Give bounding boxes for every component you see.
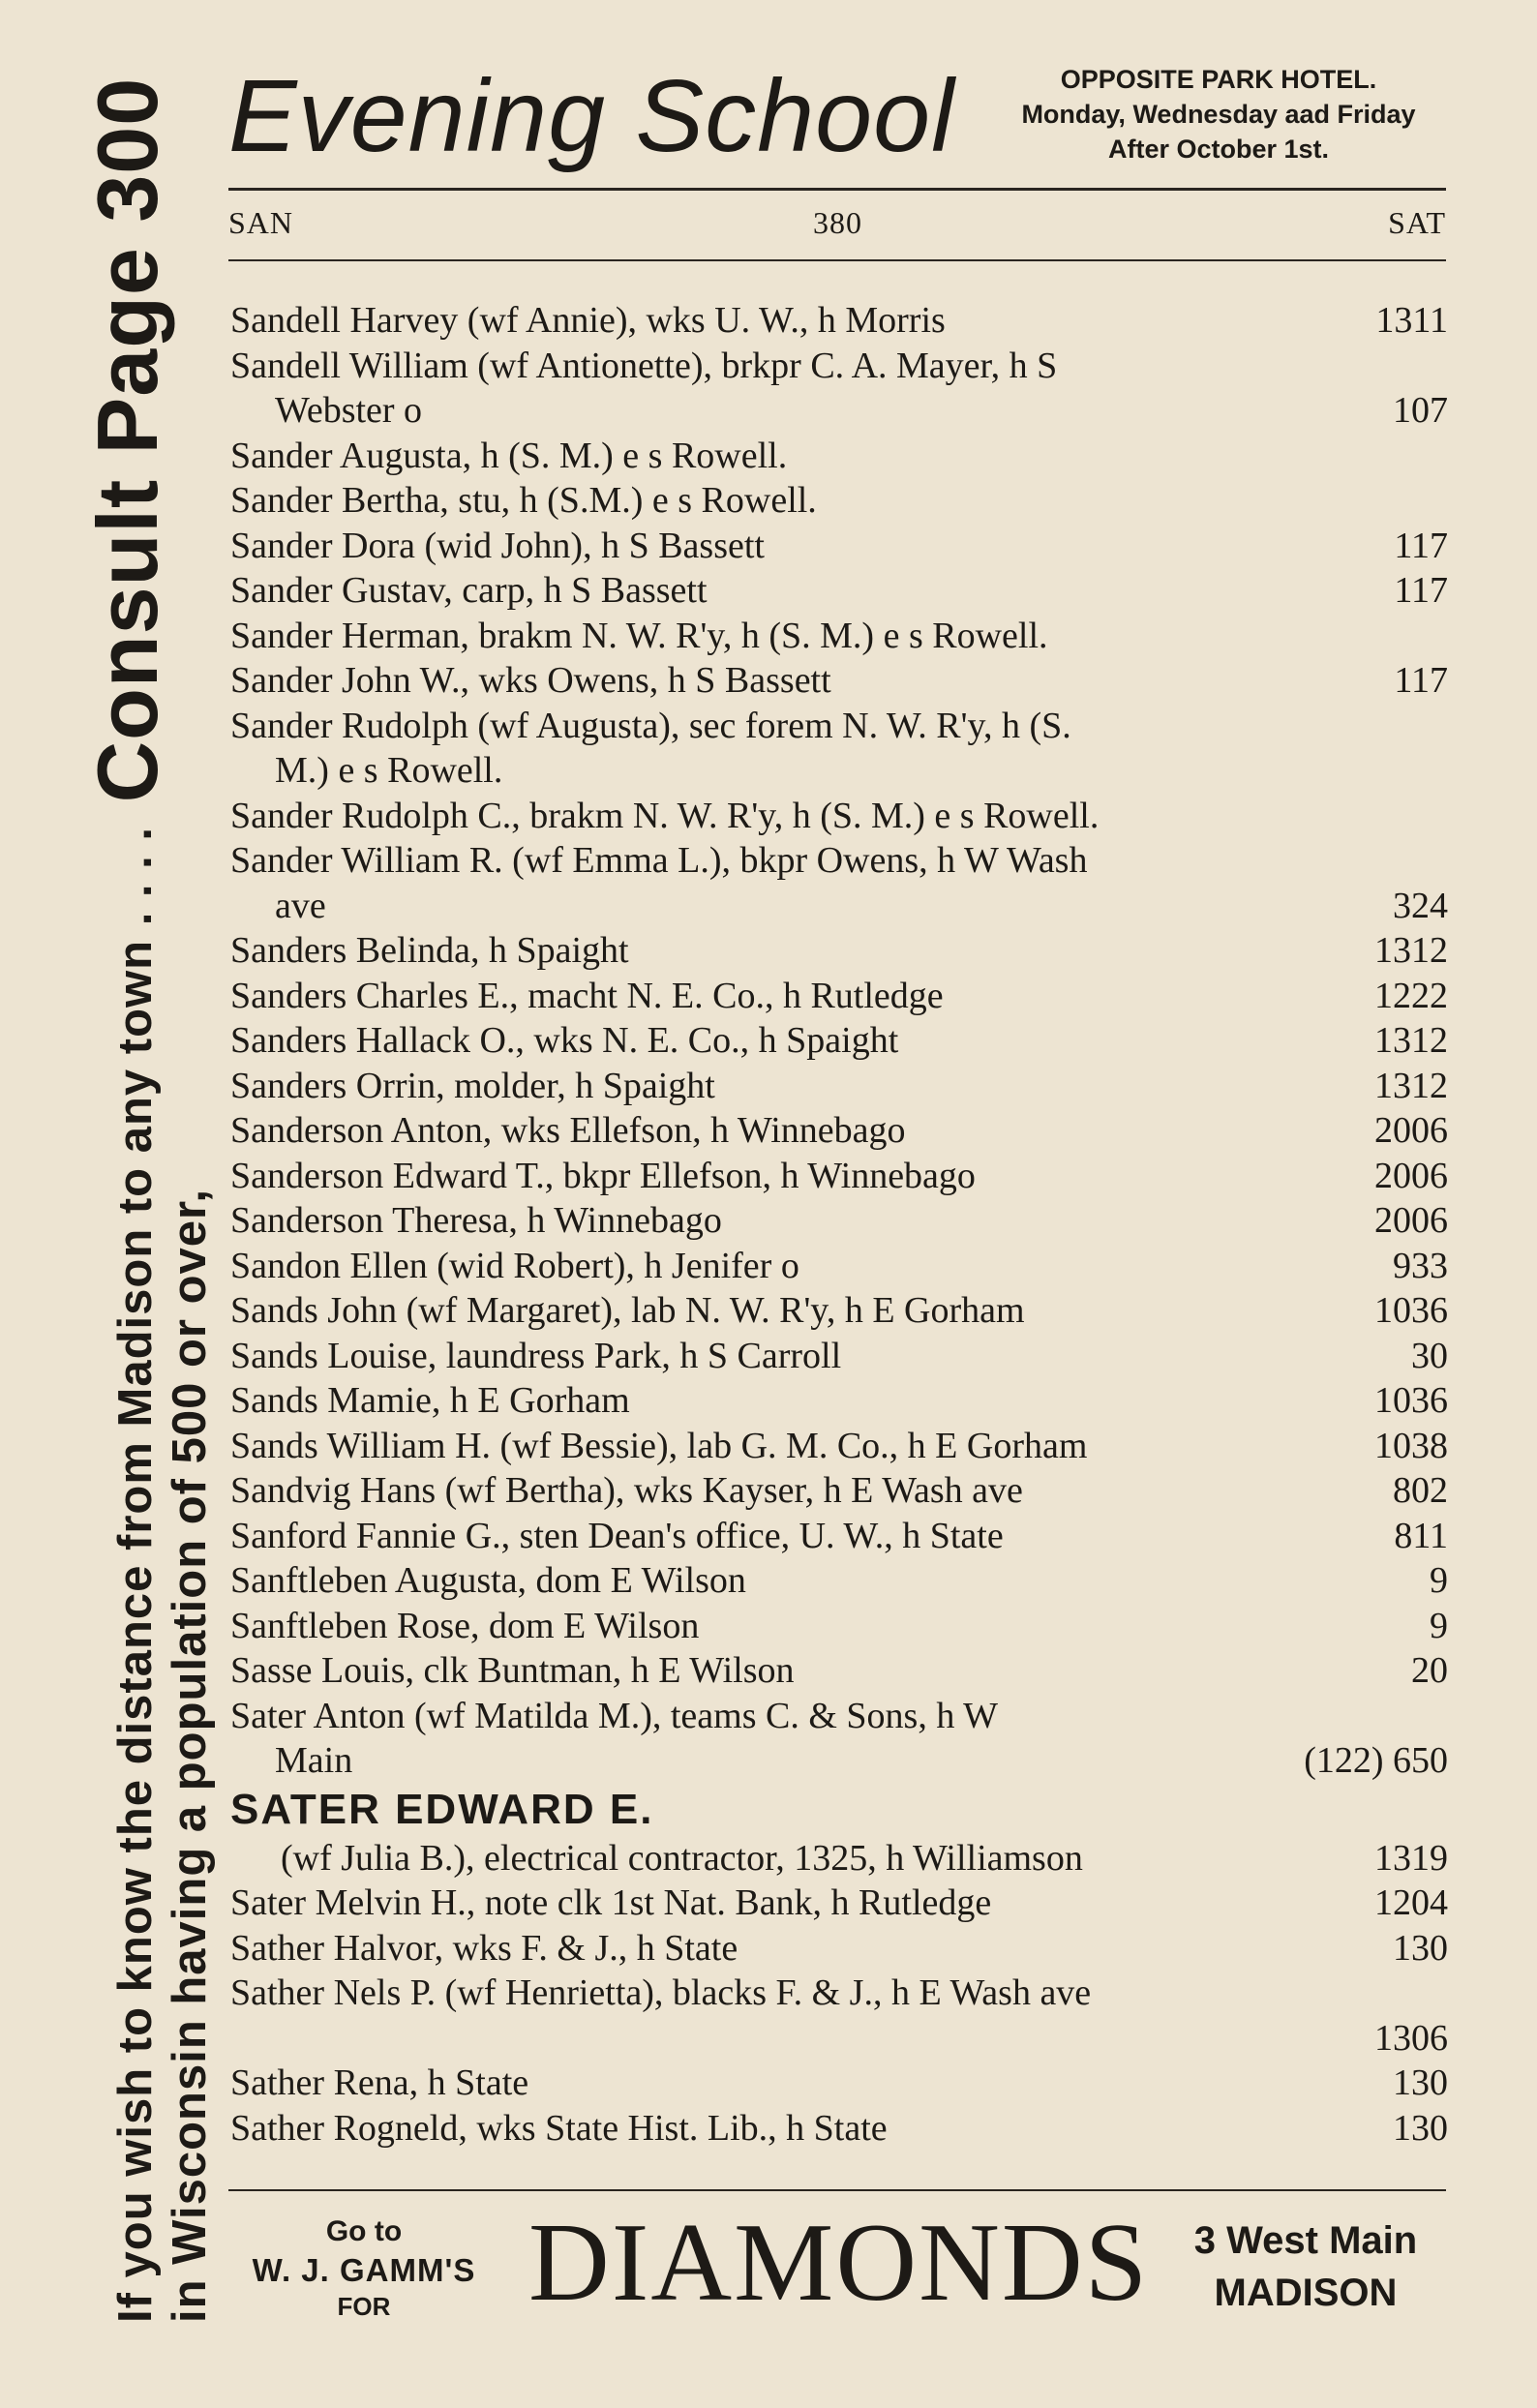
footer-ad-address	[1165, 2214, 1446, 2319]
entry-house-number: 117	[1394, 570, 1448, 611]
listing-entry	[230, 1648, 1448, 1694]
side-ad-dots: . . . .	[109, 827, 162, 926]
entry-house-number: 2006	[1374, 1155, 1448, 1196]
entry-house-number: 2006	[1374, 1200, 1448, 1241]
side-advertisement	[0, 0, 223, 2408]
header-ad-title: Evening School	[228, 59, 955, 173]
entry-house-number: 1036	[1374, 1380, 1448, 1421]
entry-house-number: 811	[1394, 1515, 1448, 1556]
entry-text: Sater Anton (wf Matilda M.), teams C. & Sons, h W	[230, 1695, 999, 1736]
footer-ad-name: W. J. GAMM'S	[252, 2252, 476, 2288]
entry-house-number: 1222	[1374, 975, 1448, 1016]
footer-rule	[228, 2189, 1446, 2191]
listing-entry	[230, 928, 1448, 974]
entry-text: Sasse Louis, clk Buntman, h E Wilson	[230, 1650, 795, 1691]
entry-house-number: 117	[1394, 660, 1448, 701]
running-head-rule	[228, 259, 1446, 261]
entry-text: Sanders Belinda, h Spaight	[230, 930, 629, 971]
side-advertisement-text	[79, 58, 221, 2323]
listing-entry	[230, 1971, 1448, 2061]
entry-text: Sander Dora (wid John), h S Bassett	[230, 525, 765, 566]
running-head-left: SAN	[228, 205, 294, 240]
entry-house-number: (122) 650	[1304, 1740, 1448, 1781]
side-ad-line1-text: If you wish to know the distance from Madison to any town	[109, 939, 162, 2323]
header-ad-details	[991, 62, 1446, 166]
entry-house-number: 802	[1393, 1470, 1448, 1511]
listing-entry	[230, 794, 1448, 839]
listing-entry	[230, 1244, 1448, 1289]
entry-house-number: 1038	[1374, 1425, 1448, 1466]
page-number: 380	[813, 205, 862, 240]
entry-house-number: 130	[1393, 1927, 1448, 1969]
entry-house-number: 1312	[1374, 930, 1448, 971]
entry-continuation: Webster o	[275, 390, 423, 431]
listing-entry	[230, 1558, 1448, 1604]
entry-text: Sanders Charles E., macht N. E. Co., h Rutledge	[230, 975, 944, 1016]
listing-entry	[230, 1378, 1448, 1424]
entry-text: Sanford Fannie G., sten Dean's office, U. W., h State	[230, 1515, 1004, 1556]
listing-entry	[230, 524, 1448, 569]
entry-house-number: 9	[1430, 1605, 1448, 1646]
entry-continuation: ave	[275, 885, 326, 926]
running-head-right: SAT	[1388, 205, 1446, 240]
entry-text: Sather Halvor, wks F. & J., h State	[230, 1927, 738, 1969]
listing-entry	[230, 1154, 1448, 1199]
listing-entry	[230, 614, 1448, 659]
entry-text: Sands Mamie, h E Gorham	[230, 1380, 630, 1421]
entry-text: (wf Julia B.), electrical contractor, 1325, h Williamson	[281, 1837, 1083, 1879]
listing-entry	[230, 1468, 1448, 1514]
footer-ad-diamonds: DIAMONDS	[528, 2201, 1150, 2325]
entry-text: Sanftleben Augusta, dom E Wilson	[230, 1560, 746, 1601]
listing-entry	[230, 1108, 1448, 1154]
entry-text: Sands John (wf Margaret), lab N. W. R'y, h E Gorham	[230, 1290, 1025, 1331]
footer-ad-city: MADISON	[1214, 2272, 1398, 2314]
entry-text: Sander John W., wks Owens, h S Bassett	[230, 660, 831, 701]
footer-ad-street: 3 West Main	[1193, 2219, 1418, 2262]
side-ad-consult-page: Consult Page 300	[79, 76, 175, 803]
footer-ad-go-to: Go to	[325, 2215, 403, 2247]
listing-entry	[230, 568, 1448, 614]
entry-text: Sandvig Hans (wf Bertha), wks Kayser, h E Wash ave	[230, 1470, 1023, 1511]
listing-entry	[230, 1694, 1448, 1784]
listing-entry	[230, 1288, 1448, 1334]
listing-entry	[230, 434, 1448, 479]
entry-house-number: 130	[1393, 2107, 1448, 2149]
header-ad-line-1: OPPOSITE PARK HOTEL.	[1060, 65, 1377, 94]
entry-text: Sather Rena, h State	[230, 2062, 529, 2103]
entry-house-number: 1312	[1374, 1020, 1448, 1061]
footer-ad-for: FOR	[337, 2292, 391, 2321]
entry-house-number: 30	[1411, 1335, 1448, 1376]
running-head	[228, 205, 1446, 244]
listing-entry	[230, 1064, 1448, 1109]
entry-house-number: 1319	[1374, 1837, 1448, 1879]
entry-text: Sather Nels P. (wf Henrietta), blacks F. & J., h E Wash ave	[230, 1972, 1092, 2013]
listing-entry	[230, 478, 1448, 524]
listing-entry	[230, 2061, 1448, 2106]
entry-text: Sanderson Edward T., bkpr Ellefson, h Winnebago	[230, 1155, 976, 1196]
header-advertisement	[225, 46, 1446, 182]
listing-heading	[230, 1784, 1448, 1836]
side-ad-line-2: in Wisconsin having a population of 500 or over,	[164, 1188, 216, 2323]
header-rule	[228, 188, 1446, 191]
entry-house-number: 1311	[1375, 300, 1448, 341]
entry-house-number: 1312	[1374, 1065, 1448, 1106]
entry-continuation: Main	[275, 1740, 353, 1781]
listing-entry	[230, 298, 1448, 344]
listing-entry	[230, 974, 1448, 1019]
listing-entry	[230, 838, 1448, 928]
entry-text: Sander Bertha, stu, h (S.M.) e s Rowell.	[230, 480, 817, 521]
entry-house-number: 107	[1393, 390, 1448, 431]
listing-entry	[230, 1836, 1448, 1881]
header-ad-line-3: After October 1st.	[1107, 135, 1330, 164]
entry-continuation: M.) e s Rowell.	[275, 750, 503, 791]
entry-text: Sander William R. (wf Emma L.), bkpr Owens, h W Wash	[230, 840, 1088, 881]
entry-text: Sanftleben Rose, dom E Wilson	[230, 1605, 700, 1646]
entry-text: Sanders Orrin, molder, h Spaight	[230, 1065, 715, 1106]
entry-text: Sander Rudolph (wf Augusta), sec forem N. W. R'y, h (S.	[230, 705, 1071, 746]
entry-text: Sandell Harvey (wf Annie), wks U. W., h Morris	[230, 300, 946, 341]
entry-house-number: 1036	[1374, 1290, 1448, 1331]
entry-text: Sander Augusta, h (S. M.) e s Rowell.	[230, 435, 788, 476]
listing-entry	[230, 1926, 1448, 1972]
side-ad-line-1	[79, 58, 175, 2323]
entry-house-number: 2006	[1374, 1110, 1448, 1151]
listing-entry	[230, 2106, 1448, 2152]
listing-entry	[230, 1018, 1448, 1064]
entry-house-number: 20	[1411, 1650, 1448, 1691]
entry-continuation	[230, 2016, 1341, 2062]
listing-entry	[230, 1424, 1448, 1469]
entry-text: Sander Gustav, carp, h S Bassett	[230, 570, 708, 611]
entry-text: Sanderson Anton, wks Ellefson, h Winnebago	[230, 1110, 906, 1151]
listing-entry	[230, 1514, 1448, 1559]
entry-text: Sandon Ellen (wid Robert), h Jenifer o	[230, 1245, 799, 1286]
entry-house-number: 117	[1394, 525, 1448, 566]
listing-entry	[230, 1334, 1448, 1379]
footer-ad-left	[228, 2214, 499, 2321]
entry-house-number: 324	[1393, 885, 1448, 926]
entry-text: Sater Melvin H., note clk 1st Nat. Bank, h Rutledge	[230, 1882, 992, 1923]
footer-advertisement	[228, 2199, 1446, 2325]
entry-house-number: 1204	[1374, 1882, 1448, 1923]
entry-text: Sanderson Theresa, h Winnebago	[230, 1200, 722, 1241]
entry-house-number: 9	[1430, 1560, 1448, 1601]
entry-text: Sands William H. (wf Bessie), lab G. M. Co., h E Gorham	[230, 1425, 1088, 1466]
listing-entry	[230, 1881, 1448, 1926]
entry-house-number: 130	[1393, 2062, 1448, 2103]
entry-text: Sanders Hallack O., wks N. E. Co., h Spaight	[230, 1020, 899, 1061]
header-ad-line-2: Monday, Wednesday aad Friday	[1021, 100, 1416, 129]
listing-entry	[230, 1604, 1448, 1649]
listing-entry	[230, 658, 1448, 704]
listing-entry	[230, 704, 1448, 794]
entry-text: Sands Louise, laundress Park, h S Carroll	[230, 1335, 842, 1376]
entry-text: SATER EDWARD E.	[230, 1785, 654, 1833]
listing-entry	[230, 344, 1448, 434]
entry-text: Sander Rudolph C., brakm N. W. R'y, h (S. M.) e s Rowell.	[230, 795, 1100, 836]
entry-text: Sather Rogneld, wks State Hist. Lib., h State	[230, 2107, 888, 2149]
entry-house-number: 1306	[1374, 2017, 1448, 2059]
listing-entry	[230, 1198, 1448, 1244]
entry-text: Sander Herman, brakm N. W. R'y, h (S. M.) e s Rowell.	[230, 615, 1048, 656]
directory-listing	[230, 298, 1448, 2151]
entry-house-number: 933	[1393, 1245, 1448, 1286]
entry-text: Sandell William (wf Antionette), brkpr C. A. Mayer, h S	[230, 345, 1058, 386]
